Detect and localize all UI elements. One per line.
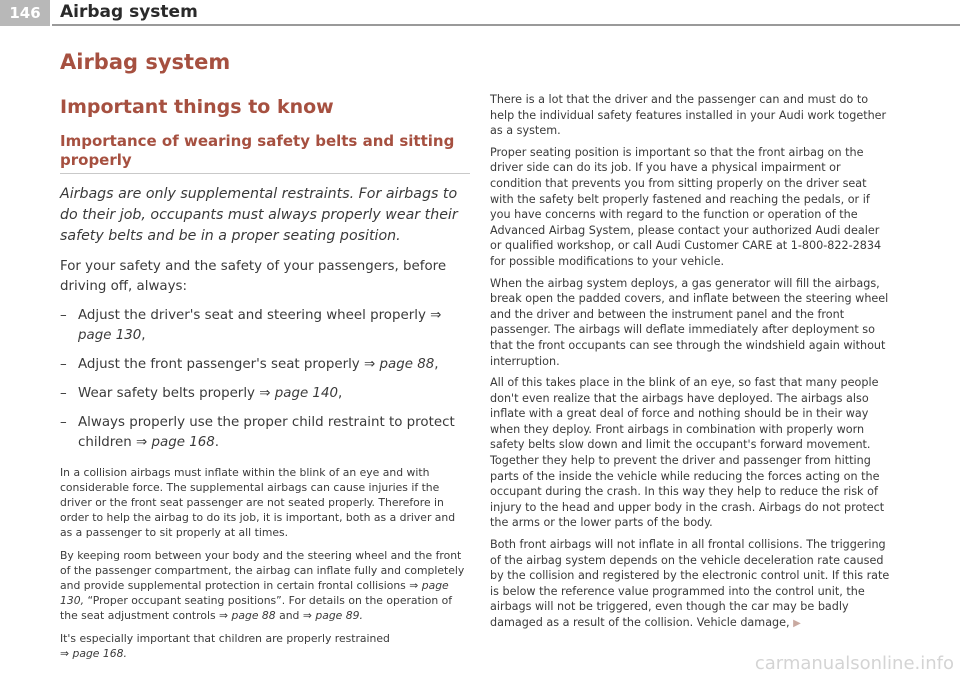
right-column: [490, 92, 890, 638]
page-number: 146: [0, 0, 50, 26]
reference-arrow-icon: ⇒: [259, 386, 271, 401]
left-column: [60, 50, 470, 661]
header-rule: [52, 24, 960, 26]
page-reference-link[interactable]: page 88: [379, 357, 435, 372]
page-reference-link[interactable]: page 88: [231, 609, 276, 622]
checklist: [60, 306, 470, 453]
body-paragraph: In a collision airbags must inflate within the blink of an eye and with considerable force. The supplemental airbags can cause injuries if the driver or the front seat passenger are not seated properly. Therefore in order to help the airbag to do its job, it is important, both as a driver and as a passenger to sit properly at all times.: [60, 466, 456, 539]
watermark: carmanualsonline.info: [754, 653, 954, 674]
page-reference-link[interactable]: page 89.: [315, 609, 363, 622]
lead-paragraph: For your safety and the safety of your passengers, before driving off, always:: [60, 259, 447, 294]
reference-arrow-icon: ⇒: [409, 579, 419, 592]
continue-arrow-icon: ▶: [793, 618, 801, 629]
list-item: – Adjust the front passenger's seat properly ⇒ page 88,: [60, 357, 439, 372]
reference-arrow-icon: ⇒: [60, 647, 70, 660]
body-paragraph: When the airbag system deploys, a gas generator will fill the airbags, break open the padded covers, and inflate between the steering wheel and the driver and between the instrument panel and the front passenger. The airbags will deflate immediately after deployment so that the front occupants can see through the windshield again without interruption.: [490, 276, 889, 368]
body-paragraph: All of this takes place in the blink of an eye, so fast that many people don't even realize that the airbags have deployed. The airbags also inflate with a great deal of force and nothing should be in their way when they deploy. Front airbags in combination with properly worn safety belts slow down and limit the occupant's forward movement. Together they help to prevent the driver and passenger from hitting parts of the inside the vehicle while reducing the forces acting on the occupant during the crash. In this way they help to reduce the risk of injury to the head and upper body in the crash. Airbags do not protect the arms or the lower parts of the body.: [490, 376, 885, 530]
topic-title: Important things to know: [60, 96, 334, 118]
subtopic-title: Importance of wearing safety belts and sitting properly: [60, 132, 470, 174]
page-reference-link[interactable]: page 130: [78, 328, 142, 343]
list-item: – Adjust the driver's seat and steering wheel properly ⇒ page 130,: [60, 308, 442, 343]
reference-arrow-icon: ⇒: [364, 357, 376, 372]
body-paragraph: There is a lot that the driver and the passenger can and must do to help the individual safety features installed in your Audi work together as a system.: [490, 93, 887, 138]
body-paragraph: It's especially important that children are properly restrained ⇒ page 168.: [60, 632, 390, 660]
body-paragraph: Both front airbags will not inflate in all frontal collisions. The triggering of the airbag system depends on the vehicle deceleration rate caused by the collision and registered by the electronic control unit. If this rate is below the reference value programmed into the control unit, the airbags will not be triggered, even though the car may be badly damaged as a result of the collision. Vehicle damage, ▶: [490, 538, 890, 629]
page-reference-link[interactable]: page 130,: [60, 579, 449, 607]
page-reference-link[interactable]: page 140: [274, 386, 338, 401]
reference-arrow-icon: ⇒: [430, 308, 442, 323]
section-title: Airbag system: [60, 50, 231, 74]
reference-arrow-icon: ⇒: [136, 435, 148, 450]
running-title: Airbag system: [60, 2, 198, 22]
reference-arrow-icon: ⇒: [302, 609, 312, 622]
list-item: – Wear safety belts properly ⇒ page 140,: [60, 386, 343, 401]
intro-paragraph: Airbags are only supplemental restraints. For airbags to do their job, occupants must always properly wear their safety belts and be in a proper seating position.: [60, 186, 458, 244]
page-reference-link[interactable]: page 168.: [72, 647, 127, 660]
reference-arrow-icon: ⇒: [219, 609, 229, 622]
list-item: – Always properly use the proper child restraint to protect children ⇒ page 168.: [60, 415, 455, 450]
body-paragraph: By keeping room between your body and the steering wheel and the front of the passenger compartment, the airbag can inflate fully and completely and provide supplemental protection in certain frontal collisions ⇒ page 130, “Proper occupant seating positions”. For details on the operation of the seat adjustment controls ⇒ page 88 and ⇒ page 89.: [60, 549, 465, 622]
page-reference-link[interactable]: page 168: [151, 435, 215, 450]
body-paragraph: Proper seating position is important so that the front airbag on the driver side can do its job. If you have a physical impairment or condition that prevents you from sitting properly on the driver seat with the safety belt properly fastened and reaching the pedals, or if you have concerns with regard to the function or operation of the Advanced Airbag System, please contact your authorized Audi dealer or qualified workshop, or call Audi Customer CARE at 1-800-822-2834 for possible modifications to your vehicle.: [490, 145, 882, 268]
